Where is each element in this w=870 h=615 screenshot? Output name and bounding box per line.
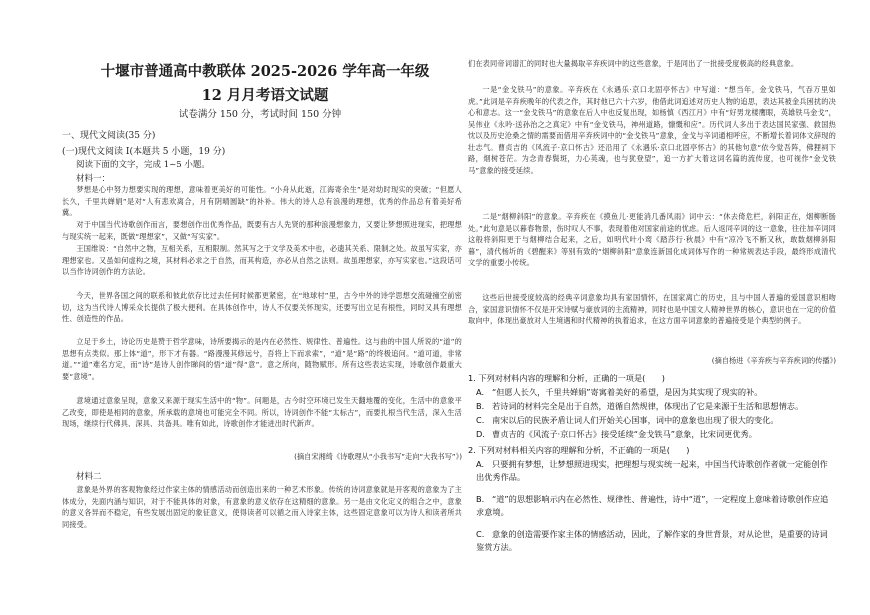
option-letter: D.: [476, 429, 485, 439]
option-text: 曹贞吉的《风流子·京口怀古》接受延续“金戈铁马”意象，比宋词更优秀。: [492, 429, 757, 439]
option-text: 若诗词的材料完全是出于自然，道循自然规律，体现出了它是来源于生活和思想情志。: [492, 401, 804, 411]
exam-info: 试卷满分 150 分，考试时间 150 分钟: [178, 109, 342, 120]
option-letter: A.: [476, 459, 485, 469]
material-1-para-5: 立足于乡土，诗论历史是赞于哲学意味，诗所要揭示的是内在必然性、规律性、普遍性。这与曲的中国人所说的“道”的思想有点类似。那上体“道”，形下才有器。“路漫漫其修远兮，吾将上下而求索”，“道”是“路”的终极追问。“道可道，非常道。”“道”难名方定，而“诗”是诗人创作睇间的悟“道”得“意”。意之所向，随物赋形。所有这些表达实现，诗歌创作最重大要“意境”。: [62, 337, 462, 381]
material-1-para-3: 王国维说：“自然中之物，互相关系，互相限制。然其写之于文学及美术中也，必遗其关系、限制之处。故虽写实家，亦理想家也。又虽如何虚构之境，其材料必求之于自然，而其构造，亦必从自然之法则。故虽理想家，亦写实家也。”这段话可以当作诗词创作的方法论。: [62, 244, 462, 276]
question-1: 1. 下列对材料内容的理解和分析，正确的一项是( ): [468, 373, 665, 383]
q2-option-a[interactable]: [476, 458, 834, 483]
q1-option-c[interactable]: [476, 414, 836, 427]
option-letter: A.: [476, 387, 485, 397]
material-1-para-4: 今天，世界各国之间的联系和彼此依存比过去任何时候都更紧密，在“地球村”里，古今中外的诗学思想交流碰撞空前密切，这为当代诗人博采众长提供了极大便利。在具体创作中，诗人不仅要关怀现实，还要写出立足有根性，同时又具有理想性、创造性的作品。: [62, 291, 462, 323]
option-text: 南宋以后的民族矛盾让词人们开始关心国事，词中的意象也出现了很大的变化。: [492, 415, 779, 425]
right-para-3: 这些后世接受度较高的经典辛词意象均具有家国情怀，在国家离亡的历史，且与中国人普遍的爱国意识相吻合，家国意识情怀不仅是开宋诗赋与豪放词的主流精神，同时也是中国文人精神世界的核心，意识也在一定的价值取向中，体现出豪放对人生境遇和时代精神的执着追求，在这方面辛词意象的普遍接受是个典型的例子。: [468, 293, 836, 325]
material-1-title: 材料一：: [76, 174, 111, 184]
instruction: 阅读下面的文字，完成 1~5 小题。: [76, 160, 210, 170]
option-letter: C.: [476, 529, 485, 539]
q2-option-c[interactable]: [476, 528, 834, 553]
option-text: “道”的思想影响示内在必然性、规律性、普遍性，诗中“道”，一定程度上意味着诗歌创作应追求意境。: [476, 494, 829, 517]
right-source: (摘自杨进《辛弃疾与辛弃疾词的传播》): [711, 356, 836, 365]
option-letter: C.: [476, 415, 485, 425]
option-text: “但愿人长久，千里共婵娟”寄寓着美好的希望，是因为其实现了现实的补。: [492, 387, 763, 397]
option-letter: B.: [476, 494, 485, 504]
option-text: 意象的创造需要作家主体的情感活动，因此，了解作家的身世背景，对从论世，是重要的诗词鉴赏方法。: [476, 529, 828, 552]
right-para-2: 二是“烟柳斜阳”的意象。辛弃疾在《摸鱼儿·更能消几番风雨》词中云：“休去倚危栏，斜阳正在，烟柳断肠处。”此句意是以暮春物景，伤时叹人不事，表现着他对国家前途的忧虑。后人返同辛词的这一意象，往往加辛词同这般将斜阳更于与烟柳结合起来，之后，如明代叶小鸾《踏莎行·秋晨》中有“凉冷飞不断又秋，敢数烟柳斜阳暮”，清代杨圻的《碧醒来》等别有致的“烟柳斜阳”意象连新国化成词体写作的一种常规表达手段，最终形成清代文学的重要小传统。: [468, 212, 836, 267]
right-para-1: 一是“金戈铁马”的意象。辛弃疾在《永遇乐·京口北固亭怀古》中写道：“想当年，金戈铁马，气吞万里如虎。”此词是辛弃疾晚年的代表之作，其时他已六十六岁，他借此词追述对历史人物的追思，表达其被金兵困扰的决心和意志。这一“金戈铁马”的意象在后人中也反复出现，如杨慎《西江月》中有“好男龙楼鹰眼，英雄铁马金戈”，吴伟业《永吟·送孙治之之真定》中有“金戈铁马，神州道路，慷慨和应”。历代词人多出于表达国民家强、救国热忱以及历史沧桑之情的需要而借用辛弃疾词中的“金戈铁马”意象，金戈与辛词通相呼应，不断增长着词体文辞现的壮志气。曹贞吉的《风流子·京口怀古》还沿用了《永遇乐·京口北固亭怀古》的其他句意“依今觉吾阵，佛狸祠下路，烟树苍茫。为念青春鬓斑，力心英魂，也与犹登望”，追一方扩大着这词名篇的流传度，也可视作“金戈铁马”意象的接受延续。: [468, 85, 836, 175]
material-1-source: (摘自宋湘绮《诗歌理从“小我书写”走向“大我书写”》): [294, 452, 462, 461]
material-1-para-1: 梦想是心中努力想要实现的理想，意味着更美好的可能性。“小舟从此逝，江海寄余生”是对幼时现实的突破；“但愿人长久，千里共婵娟”是对“人有悲欢离合，月有阴晴圆缺”的补补。伟大的诗人总有浪漫的理想，优秀的作品总有着美好希冀。: [62, 185, 462, 217]
q1-option-d[interactable]: [476, 428, 836, 441]
material-2-title: 材料二: [76, 472, 102, 482]
question-2: 2. 下列对材料相关内容的理解和分析，不正确的一项是( ): [468, 445, 690, 455]
option-text: 只要拥有梦想，让梦想照进现实，把理想与现实统一起来，中国当代诗歌创作者就一定能创作出优秀作品。: [476, 459, 828, 482]
material-1-para-2: 对于中国当代诗歌创作而言，要想创作出优秀作品，既要有古人先贤的那种浪漫想象力，又要让梦想照进现实，把理想与现实统一起来，既做“理想家”，又做“写实家”。: [62, 220, 462, 241]
section-heading: 一、现代文阅读(35 分): [62, 131, 156, 141]
q1-option-b[interactable]: [476, 400, 836, 413]
material-2-para-1: 意象是外界的客观物象经过作家主体的情感活动而创造出来的一种艺术形象。传统的诗词意象就是开客观的意象为了主体成分，先面内涵与知识，对于不能具体的对象，有意象的意义依存在这精细的意象。另一是由文化定义的组合之中，意象的意义各异而不稳定，有些发展出固定的象征意义，使得读者可以循之而入诗家主体，这些固定意象可以为诗人和读者所共同接受。: [62, 485, 462, 529]
right-para-0: 们在表同帝词谱汇的同时也大量揭取辛弃疾词中的这些意象，于是同出了一批接受度极高的经典意象。: [468, 59, 799, 68]
q2-option-b[interactable]: [476, 493, 834, 518]
material-1-para-6: 意境通过意象呈现，意象又来源于现实生活中的“物”。问题是，古今时空环境已发生天翻地覆的变化，生活中的意象平乙改变，即使是相同的意象，所承载的意境也可能完全不同。所以，诗词创作不能“太标古”，而要扎根当代生活，深入生活现场，继续行代佛具、深具、共备具。唯有如此，诗歌创作才能迸出时代新声。: [62, 396, 462, 428]
exam-subtitle-title: 12 月月考语文试题: [201, 87, 329, 104]
subsection-heading: (一)现代文阅读 I(本题共 5 小题，19 分): [62, 147, 226, 157]
q1-option-a[interactable]: [476, 386, 836, 399]
option-letter: B.: [476, 401, 485, 411]
exam-title: 十堰市普通高中教联体 2025-2026 学年高一年级: [100, 63, 430, 80]
